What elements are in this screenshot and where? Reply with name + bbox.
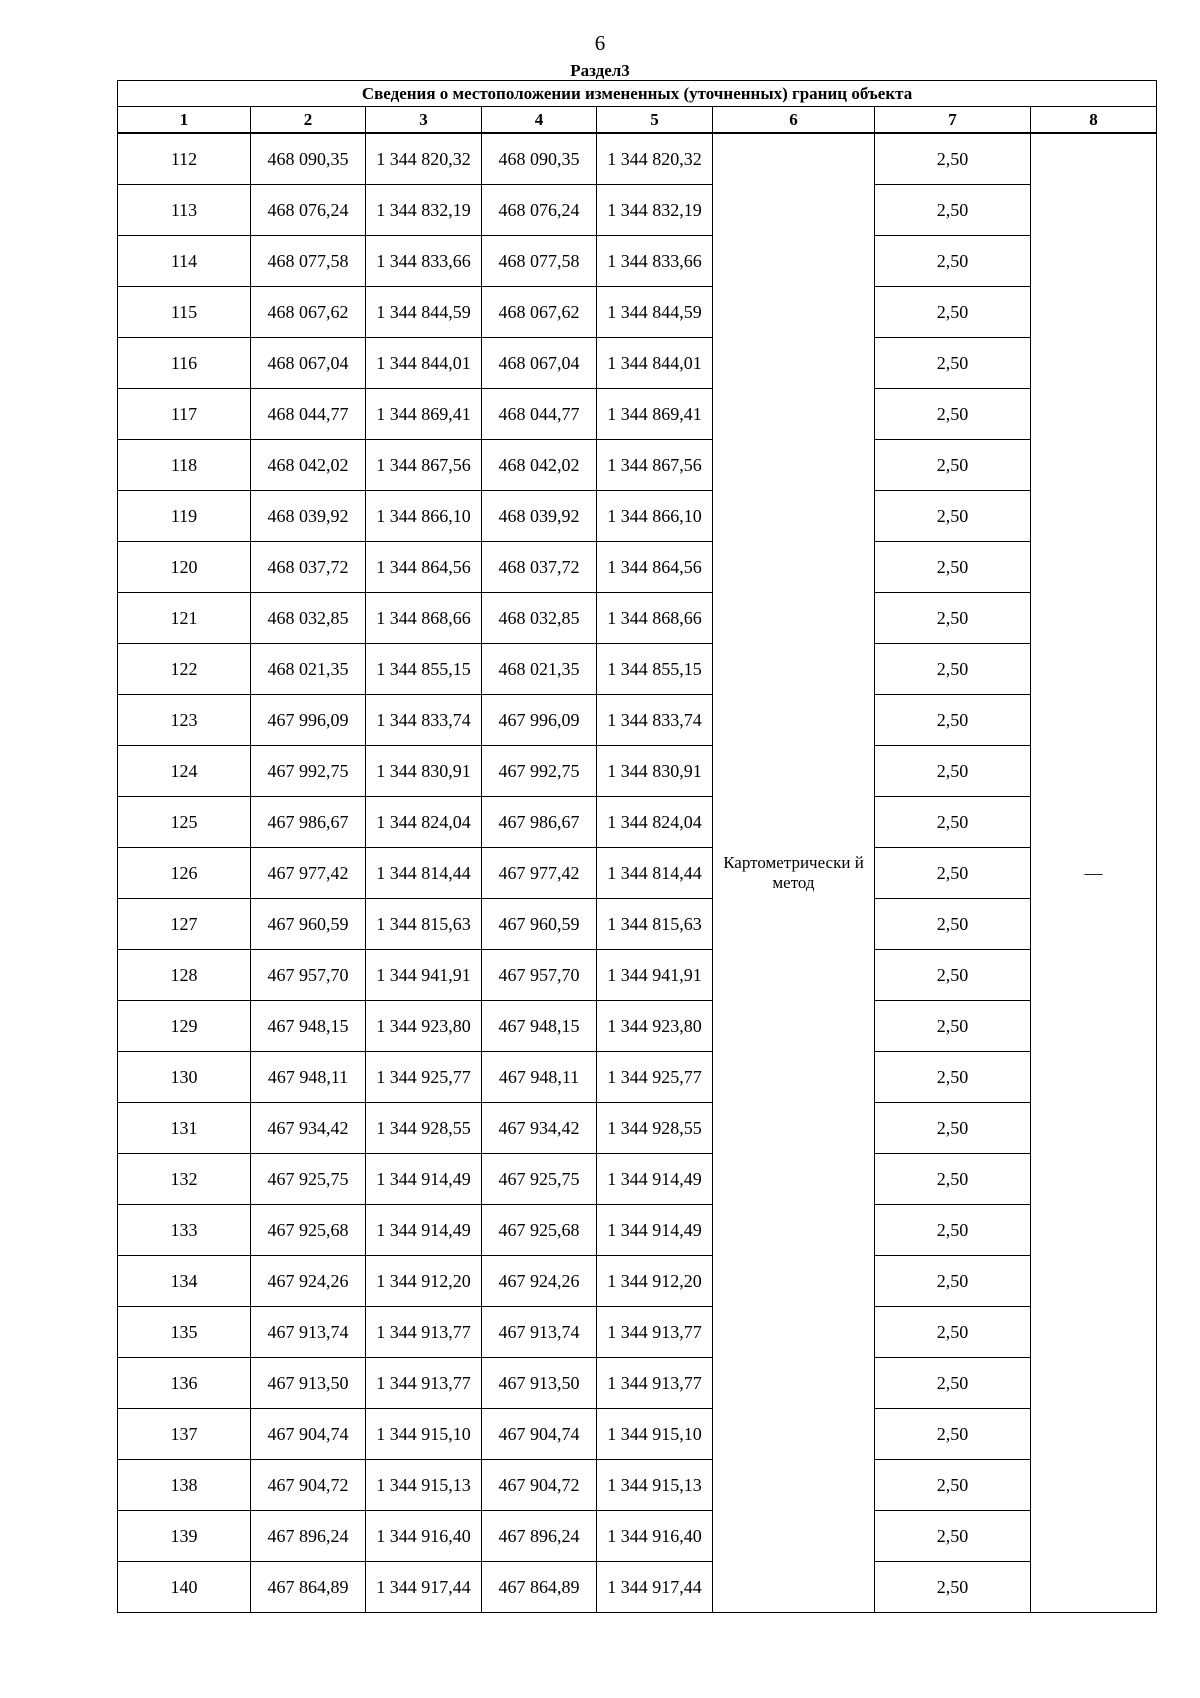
y-existing-cell: 1 344 855,15 [366,644,482,695]
y-updated-cell: 1 344 824,04 [597,797,713,848]
x-updated-cell: 467 996,09 [482,695,597,746]
column-number: 5 [597,107,713,134]
y-updated-cell: 1 344 941,91 [597,950,713,1001]
precision-cell: 2,50 [875,1460,1031,1511]
x-updated-cell: 467 925,75 [482,1154,597,1205]
x-existing-cell: 467 948,15 [251,1001,366,1052]
x-existing-cell: 467 925,68 [251,1205,366,1256]
precision-cell: 2,50 [875,950,1031,1001]
y-updated-cell: 1 344 864,56 [597,542,713,593]
precision-cell: 2,50 [875,746,1031,797]
point-number-cell: 139 [118,1511,251,1562]
x-existing-cell: 467 925,75 [251,1154,366,1205]
y-existing-cell: 1 344 864,56 [366,542,482,593]
precision-cell: 2,50 [875,644,1031,695]
table-row [118,338,1157,389]
table-row [118,746,1157,797]
table-row [118,236,1157,287]
x-existing-cell: 468 090,35 [251,133,366,185]
x-updated-cell: 467 986,67 [482,797,597,848]
precision-cell: 2,50 [875,797,1031,848]
table-caption: Сведения о местоположении измененных (уточненных) границ объекта [118,81,1157,107]
table-row [118,1409,1157,1460]
point-number-cell: 135 [118,1307,251,1358]
y-existing-cell: 1 344 824,04 [366,797,482,848]
table-row [118,1103,1157,1154]
y-existing-cell: 1 344 814,44 [366,848,482,899]
precision-cell: 2,50 [875,1511,1031,1562]
y-updated-cell: 1 344 917,44 [597,1562,713,1613]
y-updated-cell: 1 344 923,80 [597,1001,713,1052]
x-updated-cell: 467 904,72 [482,1460,597,1511]
y-existing-cell: 1 344 820,32 [366,133,482,185]
y-updated-cell: 1 344 913,77 [597,1307,713,1358]
point-number-cell: 113 [118,185,251,236]
precision-cell: 2,50 [875,1052,1031,1103]
x-updated-cell: 468 067,62 [482,287,597,338]
y-updated-cell: 1 344 832,19 [597,185,713,236]
table-row [118,389,1157,440]
precision-cell: 2,50 [875,1103,1031,1154]
y-existing-cell: 1 344 913,77 [366,1358,482,1409]
table-row [118,593,1157,644]
y-updated-cell: 1 344 844,01 [597,338,713,389]
x-updated-cell: 468 044,77 [482,389,597,440]
precision-cell: 2,50 [875,287,1031,338]
y-updated-cell: 1 344 814,44 [597,848,713,899]
x-existing-cell: 467 896,24 [251,1511,366,1562]
y-updated-cell: 1 344 915,10 [597,1409,713,1460]
point-number-cell: 130 [118,1052,251,1103]
point-number-cell: 118 [118,440,251,491]
precision-cell: 2,50 [875,542,1031,593]
y-existing-cell: 1 344 925,77 [366,1052,482,1103]
x-updated-cell: 468 032,85 [482,593,597,644]
x-existing-cell: 467 904,72 [251,1460,366,1511]
point-number-cell: 127 [118,899,251,950]
y-updated-cell: 1 344 866,10 [597,491,713,542]
table-row [118,1154,1157,1205]
precision-cell: 2,50 [875,899,1031,950]
table-row [118,1256,1157,1307]
x-existing-cell: 467 977,42 [251,848,366,899]
y-existing-cell: 1 344 912,20 [366,1256,482,1307]
table-row [118,185,1157,236]
x-existing-cell: 467 924,26 [251,1256,366,1307]
x-updated-cell: 468 042,02 [482,440,597,491]
precision-cell: 2,50 [875,1001,1031,1052]
point-number-cell: 117 [118,389,251,440]
y-existing-cell: 1 344 916,40 [366,1511,482,1562]
table-row [118,1358,1157,1409]
y-existing-cell: 1 344 867,56 [366,440,482,491]
point-number-cell: 129 [118,1001,251,1052]
point-number-cell: 133 [118,1205,251,1256]
point-number-cell: 116 [118,338,251,389]
column-number: 7 [875,107,1031,134]
y-updated-cell: 1 344 815,63 [597,899,713,950]
point-number-cell: 132 [118,1154,251,1205]
column-number-row [118,107,1157,134]
y-updated-cell: 1 344 844,59 [597,287,713,338]
precision-cell: 2,50 [875,1154,1031,1205]
y-updated-cell: 1 344 855,15 [597,644,713,695]
table-row [118,491,1157,542]
point-number-cell: 121 [118,593,251,644]
point-number-cell: 112 [118,133,251,185]
precision-cell: 2,50 [875,389,1031,440]
x-existing-cell: 467 913,74 [251,1307,366,1358]
table-row [118,1307,1157,1358]
point-number-cell: 134 [118,1256,251,1307]
point-number-cell: 114 [118,236,251,287]
x-existing-cell: 468 067,62 [251,287,366,338]
x-existing-cell: 467 864,89 [251,1562,366,1613]
table-row [118,133,1157,185]
y-existing-cell: 1 344 869,41 [366,389,482,440]
x-existing-cell: 468 042,02 [251,440,366,491]
point-number-cell: 137 [118,1409,251,1460]
point-number-cell: 122 [118,644,251,695]
x-updated-cell: 467 948,11 [482,1052,597,1103]
y-existing-cell: 1 344 915,10 [366,1409,482,1460]
precision-cell: 2,50 [875,1358,1031,1409]
y-existing-cell: 1 344 844,59 [366,287,482,338]
table-row [118,1460,1157,1511]
y-existing-cell: 1 344 914,49 [366,1154,482,1205]
precision-cell: 2,50 [875,1256,1031,1307]
precision-cell: 2,50 [875,491,1031,542]
column-number: 1 [118,107,251,134]
x-updated-cell: 468 090,35 [482,133,597,185]
x-existing-cell: 468 032,85 [251,593,366,644]
x-updated-cell: 468 037,72 [482,542,597,593]
precision-cell: 2,50 [875,133,1031,185]
page-number: 6 [594,31,606,55]
y-existing-cell: 1 344 833,74 [366,695,482,746]
precision-cell: 2,50 [875,185,1031,236]
x-existing-cell: 468 039,92 [251,491,366,542]
y-existing-cell: 1 344 832,19 [366,185,482,236]
x-existing-cell: 468 044,77 [251,389,366,440]
precision-cell: 2,50 [875,338,1031,389]
point-number-cell: 124 [118,746,251,797]
x-existing-cell: 467 992,75 [251,746,366,797]
y-updated-cell: 1 344 925,77 [597,1052,713,1103]
x-updated-cell: 468 039,92 [482,491,597,542]
x-updated-cell: 467 913,50 [482,1358,597,1409]
precision-cell: 2,50 [875,1562,1031,1613]
x-updated-cell: 467 948,15 [482,1001,597,1052]
y-existing-cell: 1 344 868,66 [366,593,482,644]
y-updated-cell: 1 344 820,32 [597,133,713,185]
x-existing-cell: 467 986,67 [251,797,366,848]
point-number-cell: 119 [118,491,251,542]
point-number-cell: 126 [118,848,251,899]
x-existing-cell: 468 077,58 [251,236,366,287]
y-updated-cell: 1 344 869,41 [597,389,713,440]
precision-cell: 2,50 [875,1307,1031,1358]
y-existing-cell: 1 344 913,77 [366,1307,482,1358]
x-updated-cell: 467 896,24 [482,1511,597,1562]
x-existing-cell: 468 076,24 [251,185,366,236]
column-number: 4 [482,107,597,134]
x-existing-cell: 468 037,72 [251,542,366,593]
table-row [118,1205,1157,1256]
table-row [118,542,1157,593]
x-updated-cell: 468 067,04 [482,338,597,389]
x-updated-cell: 467 992,75 [482,746,597,797]
y-existing-cell: 1 344 915,13 [366,1460,482,1511]
x-updated-cell: 468 076,24 [482,185,597,236]
x-existing-cell: 467 913,50 [251,1358,366,1409]
point-number-cell: 138 [118,1460,251,1511]
point-number-cell: 123 [118,695,251,746]
x-existing-cell: 467 957,70 [251,950,366,1001]
x-updated-cell: 467 925,68 [482,1205,597,1256]
point-number-cell: 140 [118,1562,251,1613]
table-row [118,695,1157,746]
y-updated-cell: 1 344 913,77 [597,1358,713,1409]
y-updated-cell: 1 344 833,74 [597,695,713,746]
x-updated-cell: 468 077,58 [482,236,597,287]
y-existing-cell: 1 344 923,80 [366,1001,482,1052]
point-number-cell: 128 [118,950,251,1001]
column-8-cell: — [1031,133,1157,1613]
table-caption-row [118,81,1157,107]
x-updated-cell: 467 864,89 [482,1562,597,1613]
point-number-cell: 136 [118,1358,251,1409]
y-updated-cell: 1 344 928,55 [597,1103,713,1154]
table-row [118,797,1157,848]
precision-cell: 2,50 [875,440,1031,491]
y-existing-cell: 1 344 844,01 [366,338,482,389]
y-updated-cell: 1 344 914,49 [597,1205,713,1256]
column-number: 8 [1031,107,1157,134]
y-existing-cell: 1 344 917,44 [366,1562,482,1613]
table-row [118,899,1157,950]
x-existing-cell: 467 904,74 [251,1409,366,1460]
y-existing-cell: 1 344 866,10 [366,491,482,542]
x-updated-cell: 467 913,74 [482,1307,597,1358]
precision-cell: 2,50 [875,1205,1031,1256]
x-existing-cell: 467 948,11 [251,1052,366,1103]
precision-cell: 2,50 [875,695,1031,746]
x-updated-cell: 467 934,42 [482,1103,597,1154]
x-updated-cell: 467 924,26 [482,1256,597,1307]
y-existing-cell: 1 344 941,91 [366,950,482,1001]
x-updated-cell: 467 957,70 [482,950,597,1001]
point-number-cell: 125 [118,797,251,848]
x-existing-cell: 467 960,59 [251,899,366,950]
y-updated-cell: 1 344 867,56 [597,440,713,491]
table-row [118,644,1157,695]
column-number: 6 [713,107,875,134]
y-updated-cell: 1 344 915,13 [597,1460,713,1511]
column-number: 2 [251,107,366,134]
table-row [118,440,1157,491]
y-updated-cell: 1 344 833,66 [597,236,713,287]
x-updated-cell: 467 904,74 [482,1409,597,1460]
method-cell: Картометрически й метод [713,133,875,1613]
point-number-cell: 120 [118,542,251,593]
section-title: Раздел3 [570,61,630,80]
y-existing-cell: 1 344 914,49 [366,1205,482,1256]
y-updated-cell: 1 344 914,49 [597,1154,713,1205]
y-updated-cell: 1 344 912,20 [597,1256,713,1307]
precision-cell: 2,50 [875,236,1031,287]
y-existing-cell: 1 344 928,55 [366,1103,482,1154]
point-number-cell: 131 [118,1103,251,1154]
table-row [118,1052,1157,1103]
y-existing-cell: 1 344 830,91 [366,746,482,797]
x-updated-cell: 467 960,59 [482,899,597,950]
boundary-coordinates-table [117,80,1157,1613]
table-row [118,848,1157,899]
y-updated-cell: 1 344 868,66 [597,593,713,644]
x-existing-cell: 468 067,04 [251,338,366,389]
table-row [118,287,1157,338]
y-updated-cell: 1 344 830,91 [597,746,713,797]
table-row [118,950,1157,1001]
y-existing-cell: 1 344 815,63 [366,899,482,950]
y-existing-cell: 1 344 833,66 [366,236,482,287]
point-number-cell: 115 [118,287,251,338]
y-updated-cell: 1 344 916,40 [597,1511,713,1562]
x-existing-cell: 468 021,35 [251,644,366,695]
table-row [118,1001,1157,1052]
table-row [118,1562,1157,1613]
precision-cell: 2,50 [875,593,1031,644]
precision-cell: 2,50 [875,848,1031,899]
precision-cell: 2,50 [875,1409,1031,1460]
column-number: 3 [366,107,482,134]
x-existing-cell: 467 934,42 [251,1103,366,1154]
x-existing-cell: 467 996,09 [251,695,366,746]
table-row [118,1511,1157,1562]
x-updated-cell: 468 021,35 [482,644,597,695]
x-updated-cell: 467 977,42 [482,848,597,899]
